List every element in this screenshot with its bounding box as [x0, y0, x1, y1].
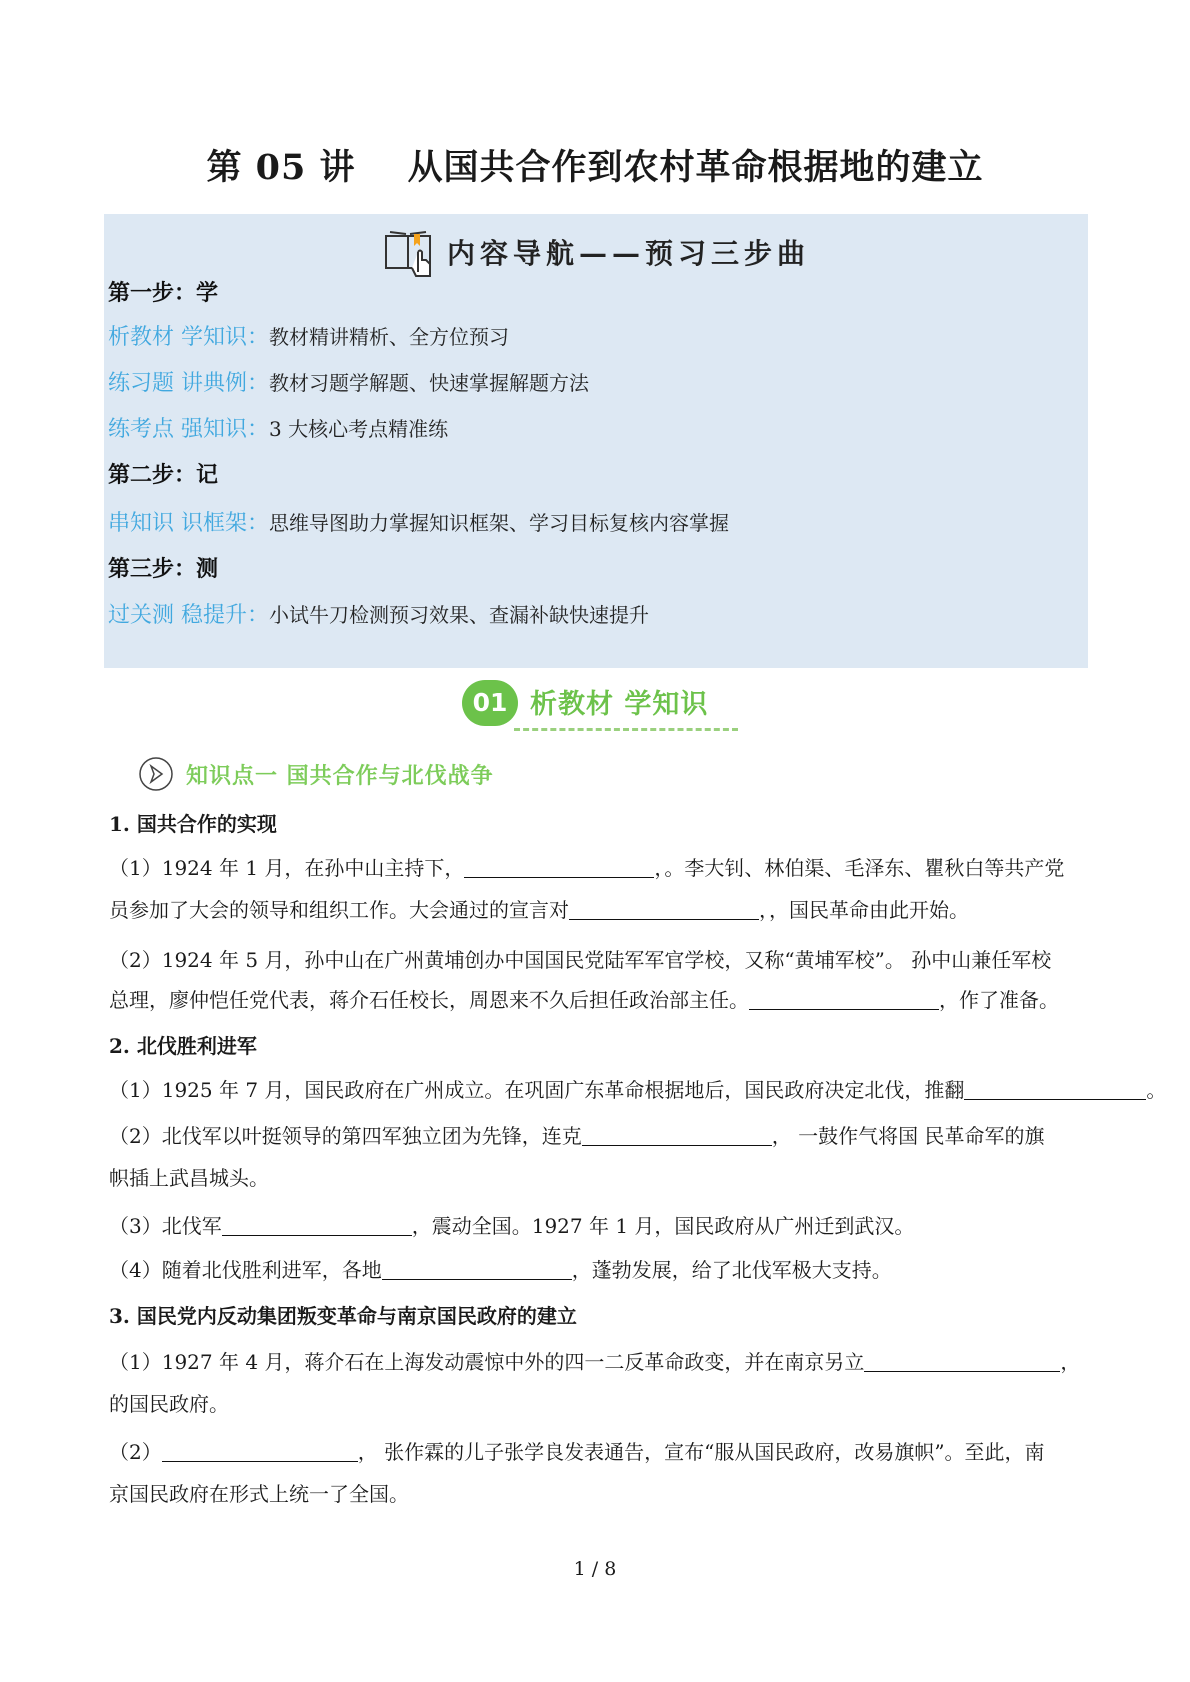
paragraph-4a: （2）北伐军以叶挺领导的第四军独立团为先锋，连克 ， 一鼓作气将国 民革命军的旗	[109, 1124, 1045, 1148]
heading-3: 3. 国民党内反动集团叛变革命与南京国民政府的建立	[109, 1304, 577, 1328]
heading-1: 1. 国共合作的实现	[109, 812, 277, 836]
fill-blank	[222, 1215, 412, 1236]
lesson-title	[0, 140, 1190, 190]
section-number: 01	[462, 680, 518, 726]
content-navigation-box	[104, 214, 1088, 668]
fill-blank	[582, 1125, 772, 1146]
fill-blank	[749, 989, 939, 1010]
paragraph-8b: 京国民政府在形式上统一了全国。	[109, 1482, 409, 1506]
paragraph-4b: 帜插上武昌城头。	[109, 1166, 269, 1190]
fill-blank	[964, 1079, 1146, 1100]
fill-blank	[382, 1259, 572, 1280]
nav-heading	[104, 222, 1088, 282]
paragraph-6: （4）随着北伐胜利进军，各地 ，蓬勃发展，给了北伐军极大支持。	[109, 1258, 892, 1282]
nav-item-test: 过关测 稳提升：小试牛刀检测预习效果、查漏补缺快速提升	[108, 603, 649, 628]
paragraph-2b: 总理，廖仲恺任党代表，蒋介石任校长，周恩来不久后担任政治部主任。 ，作了准备。	[109, 988, 1059, 1012]
fill-blank	[569, 899, 759, 920]
knowledge-point-title: 知识点一 国共合作与北伐战争	[186, 764, 494, 789]
paragraph-1a: （1）1924 年 1 月，在孙中山主持下， ，。李大钊、林伯渠、毛泽东、瞿秋白等共产党	[109, 856, 1065, 880]
paragraph-3: （1）1925 年 7 月，国民政府在广州成立。在巩固广东革命根据地后，国民政府决定北伐，推翻 。	[109, 1078, 1167, 1102]
nav-item-textbook: 析教材 学知识：教材精讲精析、全方位预习	[108, 325, 509, 350]
fill-blank	[864, 1351, 1060, 1372]
book-hand-icon	[382, 222, 442, 282]
fill-blank	[464, 857, 654, 878]
arrow-circle-icon	[138, 756, 174, 792]
paragraph-8a: （2） ， 张作霖的儿子张学良发表通告，宣布“服从国民政府，改易旗帜”。至此，南	[109, 1440, 1045, 1464]
page-number: 1 / 8	[573, 1558, 617, 1580]
nav-item-exercises: 练习题 讲典例：教材习题学解题、快速掌握解题方法	[108, 371, 589, 396]
section-underline	[514, 728, 738, 731]
section-title: 析教材 学知识	[530, 689, 709, 720]
paragraph-5: （3）北伐军 ，震动全国。1927 年 1 月，国民政府从广州迁到武汉。	[109, 1214, 915, 1238]
nav-step-1: 第一步：学	[108, 280, 219, 306]
paragraph-7b: 的国民政府。	[109, 1392, 229, 1416]
nav-item-exam-points: 练考点 强知识：3 大核心考点精准练	[108, 417, 449, 442]
fill-blank	[162, 1441, 358, 1462]
paragraph-7a: （1）1927 年 4 月，蒋介石在上海发动震惊中外的四一二反革命政变，并在南京另立 ，	[109, 1350, 1081, 1374]
paragraph-2a: （2）1924 年 5 月，孙中山在广州黄埔创办中国国民党陆军军官学校，又称“黄埔军校”。 孙中山兼任军校	[109, 948, 1052, 972]
nav-item-framework: 串知识 识框架：思维导图助力掌握知识框架、学习目标复核内容掌握	[108, 511, 729, 536]
lesson-name: 从国共合作到农村革命根据地的建立	[407, 147, 984, 188]
nav-heading-text: 内容导航——预习三步曲	[447, 237, 811, 270]
nav-step-2: 第二步：记	[108, 462, 219, 488]
lesson-number: 第 05 讲	[206, 147, 356, 188]
nav-step-3: 第三步：测	[108, 556, 219, 582]
paragraph-1b: 员参加了大会的领导和组织工作。大会通过的宣言对 ，，国民革命由此开始。	[109, 898, 969, 922]
heading-2: 2. 北伐胜利进军	[109, 1034, 257, 1058]
